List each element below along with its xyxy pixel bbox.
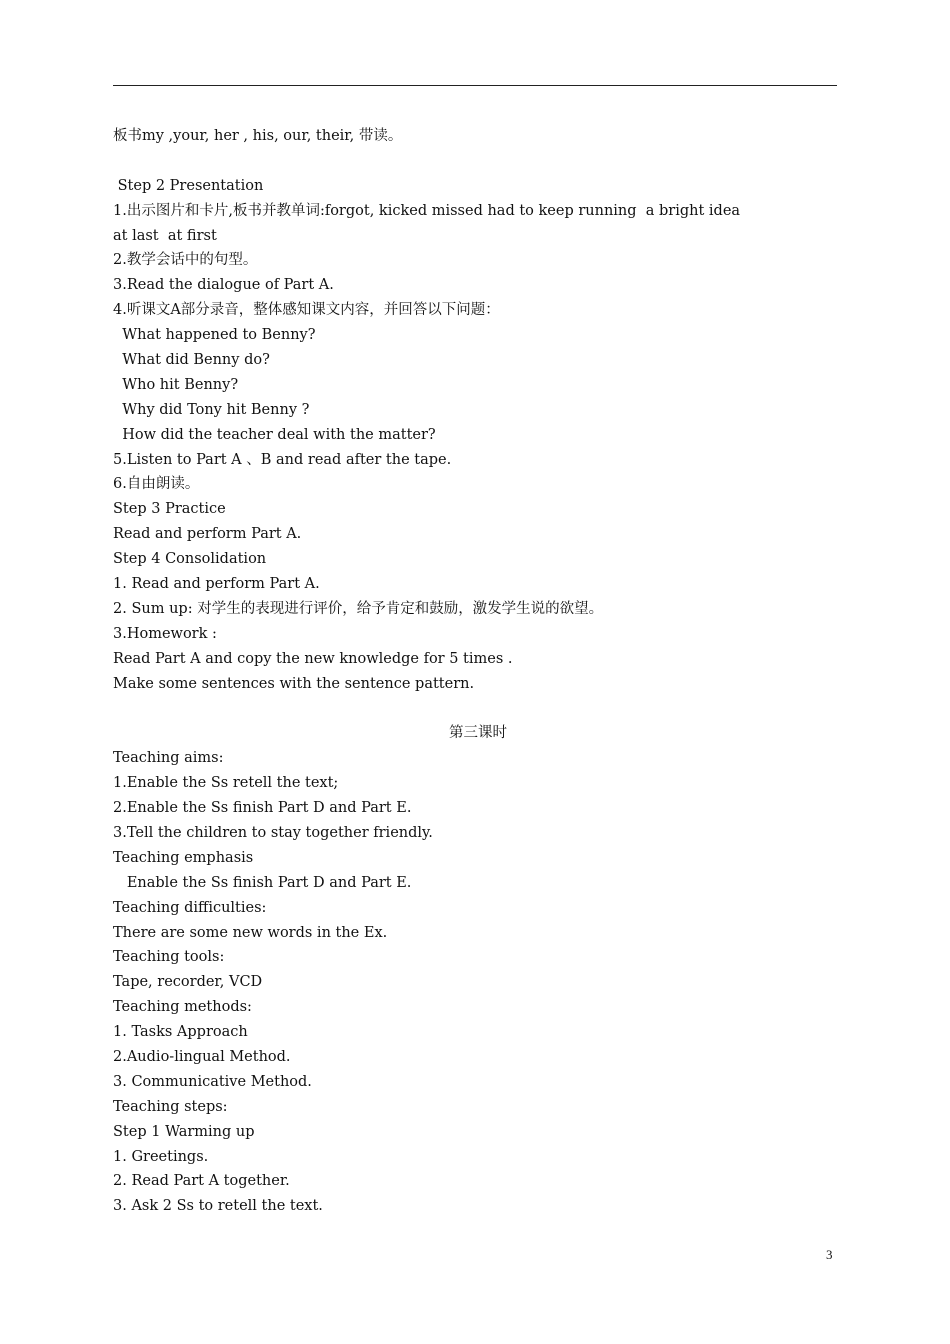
lesson-heading: 第三课时 [449,725,507,742]
text-line: 2. Sum up: 对学生的表现进行评价，给予肯定和鼓励，激发学生说的欲望。 [113,600,604,617]
text-line: Enable the Ss finish Part D and Part E. [113,874,412,891]
text-line: 1.出示图片和卡片,板书并教单词:forgot, kicked missed had to keep running a bright idea [113,202,741,219]
text-line: 3.Read the dialogue of Part A. [113,277,334,294]
text-line [113,149,843,174]
text-line: 2.Enable the Ss finish Part D and Part E. [113,800,412,817]
text-line: Teaching steps: [113,1098,228,1115]
lesson-part-1 [113,124,843,696]
text-line: Make some sentences with the sentence pattern. [113,675,475,692]
text-line: 2. Read Part A together. [113,1173,290,1190]
text-line: Who hit Benny? [113,376,239,393]
text-line: Step 3 Practice [113,501,226,518]
text-line: Teaching difficulties: [113,899,267,916]
page-number: 3 [826,1247,833,1262]
text-line: 3.Homework : [113,625,217,642]
text-line: 1.Enable the Ss retell the text; [113,775,339,792]
text-line: What did Benny do? [113,352,270,369]
text-line: 4.听课文A部分录音，整体感知课文内容，并回答以下问题： [113,302,500,319]
text-line: 3. Communicative Method. [113,1073,312,1090]
text-line: There are some new words in the Ex. [113,924,388,941]
text-line: 6.自由朗读。 [113,476,200,493]
text-line: Tape, recorder, VCD [113,974,263,991]
text-line: Step 1 Warming up [113,1123,255,1140]
text-line: Teaching methods: [113,999,252,1016]
text-line: Why did Tony hit Benny ? [113,401,310,418]
text-line: Step 2 Presentation [113,177,264,194]
text-line: Read Part A and copy the new knowledge for 5 times . [113,650,513,667]
document-body [113,124,843,1219]
text-line: 2.Audio-lingual Method. [113,1048,291,1065]
text-line: Teaching tools: [113,949,225,966]
text-line: 1. Greetings. [113,1148,209,1165]
text-line: 1. Tasks Approach [113,1024,248,1041]
section-gap [113,696,843,721]
text-line: at last at first [113,227,217,244]
text-line: Teaching aims: [113,750,224,767]
text-line: 板书my ,your, her , his, our, their, 带读。 [113,128,403,144]
text-line: 3.Tell the children to stay together friendly. [113,824,433,841]
text-line: 3. Ask 2 Ss to retell the text. [113,1198,323,1215]
text-line: What happened to Benny? [113,327,316,344]
text-line: 2.教学会话中的句型。 [113,252,258,269]
header-rule [113,85,837,86]
text-line: Step 4 Consolidation [113,551,267,568]
text-line: 5.Listen to Part A 、B and read after the tape. [113,451,452,468]
text-line: 1. Read and perform Part A. [113,576,320,593]
text-line: How did the teacher deal with the matter? [113,426,436,443]
text-line: Teaching emphasis [113,849,254,866]
lesson-part-3 [113,746,843,1219]
text-line: Read and perform Part A. [113,526,302,543]
